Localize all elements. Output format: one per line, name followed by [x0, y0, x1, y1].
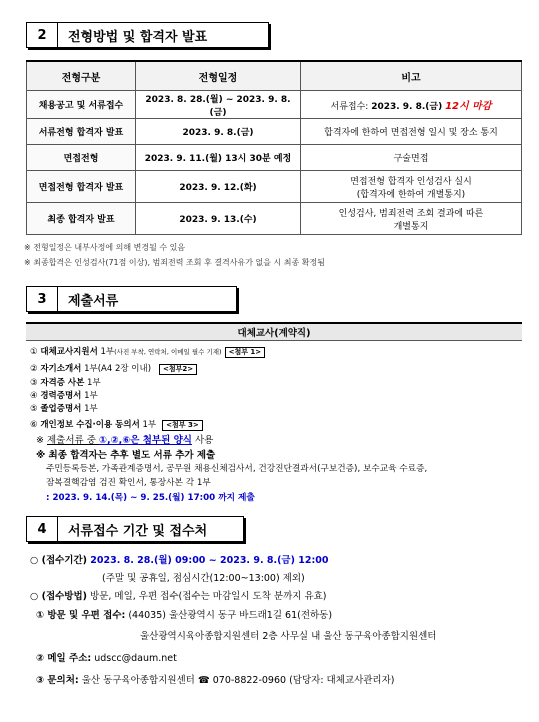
- doc-name: 개인정보 수집·이용 동의서: [40, 420, 140, 430]
- apply-mail-label: ② 메일 주소:: [36, 653, 92, 664]
- docs-note-tail: 사용: [191, 435, 214, 446]
- doc-name: 자기소개서: [40, 364, 82, 374]
- footnote: ※ 전형일정은 내부사정에 의해 변경될 수 있음: [24, 243, 186, 252]
- date-cell: 2023. 9. 11.(월) 13시 30분 예정: [136, 145, 301, 171]
- final-docs-line: 잠복결핵감염 검진 확인서, 통장사본 각 1부: [46, 478, 211, 488]
- apply-method: [30, 588, 327, 602]
- section-title: 제출서류: [58, 286, 237, 312]
- subsection-header: 대체교사(계약직): [26, 322, 522, 341]
- stage-cell: 면접전형 합격자 발표: [27, 171, 136, 203]
- doc-mark: ②: [30, 364, 38, 374]
- doc-rest: 1부: [139, 420, 157, 430]
- table-row: [27, 91, 522, 119]
- doc-item: [30, 402, 98, 414]
- final-docs-line: 주민등록등본, 가족관계증명서, 공무원 채용신체검사서, 건강진단결과서(구보건증), 보수교육 수료증,: [46, 464, 428, 474]
- apply-mail-value[interactable]: udscc@daum.net: [91, 653, 177, 664]
- schedule-table: [26, 60, 522, 235]
- doc-mark: ⑤: [30, 404, 38, 414]
- apply-visit-value: (44035) 울산광역시 동구 바드래1길 61(전하동): [125, 610, 333, 621]
- apply-period-sub: (주말 및 공휴일, 점심시간(12:00~13:00) 제외): [102, 573, 305, 584]
- date-cell: 2023. 9. 13.(수): [136, 203, 301, 235]
- note-line: (합격자에 한하여 개별통지): [356, 189, 466, 200]
- section-3-header: [26, 286, 237, 312]
- deadline-text: 12시 마감: [445, 101, 492, 112]
- note-cell: 합격자에 한하여 면접전형 일시 및 장소 통지: [301, 119, 522, 145]
- section-number: 3: [26, 286, 58, 312]
- doc-item: [30, 362, 197, 375]
- doc-mark: ①: [30, 347, 38, 357]
- final-deadline: : 2023. 9. 14.(목) ~ 9. 25.(월) 17:00 까지 제출: [46, 493, 255, 503]
- note-line: 개별통지: [393, 221, 429, 232]
- apply-period-value: 2023. 8. 28.(월) 09:00 ~ 2023. 9. 8.(금) 12:00: [90, 555, 329, 566]
- note-line: 인성검사, 범죄전력 조회 결과에 따른: [338, 208, 484, 219]
- date-cell: 2023. 8. 28.(월) ~ 2023. 9. 8.(금): [136, 91, 301, 119]
- doc-item: [30, 345, 265, 358]
- apply-contact-label: ③ 문의처:: [36, 675, 79, 686]
- date-cell: 2023. 9. 8.(금): [136, 119, 301, 145]
- attachment-tag: <첨부2>: [159, 364, 197, 375]
- table-header: 전형구분: [27, 61, 136, 91]
- apply-method-label: ○ (접수방법): [30, 591, 87, 602]
- footnote: ※ 최종합격은 인성검사(71점 이상), 범죄전력 조회 후 결격사유가 없을 시 최종 확정됨: [24, 258, 325, 267]
- doc-rest: 1부(A4 2장 이내): [81, 364, 152, 374]
- doc-small: (사진 부착, 연락처, 이메일 필수 기재): [114, 348, 222, 356]
- doc-mark: ⑥: [30, 420, 38, 430]
- note-line: 면접전형 합격자 인성검사 실시: [350, 176, 472, 187]
- table-header-row: [27, 61, 522, 91]
- stage-cell: 채용공고 및 서류접수: [27, 91, 136, 119]
- note-cell: [301, 171, 522, 203]
- section-4-header: [26, 516, 244, 542]
- table-header: 비고: [301, 61, 522, 91]
- section-2-header: [26, 22, 269, 48]
- section-title: 전형방법 및 합격자 발표: [58, 22, 269, 48]
- stage-cell: 최종 합격자 발표: [27, 203, 136, 235]
- apply-mail: [36, 650, 177, 664]
- note-cell: 구술면접: [301, 145, 522, 171]
- doc-rest: 1부: [81, 404, 98, 414]
- doc-name: 대체교사지원서: [40, 347, 98, 357]
- docs-note: [36, 432, 213, 446]
- doc-rest: 1부: [84, 378, 101, 388]
- doc-item: [30, 418, 203, 431]
- table-header: 전형일정: [136, 61, 301, 91]
- doc-mark: ④: [30, 391, 38, 401]
- docs-note-text: 제출서류 중: [46, 435, 99, 446]
- doc-name: 경력증명서: [40, 391, 82, 401]
- note-text: 서류접수:: [330, 102, 372, 112]
- section-number: 2: [26, 22, 58, 48]
- note-date: 2023. 9. 8.(금): [371, 102, 443, 112]
- note-cell: [301, 91, 522, 119]
- apply-contact: [36, 672, 395, 686]
- doc-rest: 1부: [81, 391, 98, 401]
- apply-visit-value2: 울산광역시육아종합지원센터 2층 사무실 내 울산 동구육아종합지원센터: [140, 631, 437, 642]
- doc-mark: ③: [30, 378, 38, 388]
- table-row: [27, 171, 522, 203]
- note-cell: [301, 203, 522, 235]
- docs-note-mark: ※: [36, 435, 47, 446]
- stage-cell: 서류전형 합격자 발표: [27, 119, 136, 145]
- apply-period: [30, 552, 329, 566]
- table-row: [27, 145, 522, 171]
- doc-name: 졸업증명서: [40, 404, 82, 414]
- stage-cell: 면접전형: [27, 145, 136, 171]
- section-number: 4: [26, 516, 58, 542]
- table-row: [27, 203, 522, 235]
- doc-rest: 1부: [97, 347, 115, 357]
- apply-visit-label: ① 방문 및 우편 접수:: [36, 610, 126, 621]
- apply-visit: [36, 607, 332, 621]
- doc-name: 자격증 사본: [40, 378, 85, 388]
- doc-item: [30, 389, 98, 401]
- docs-note-forms: ①,②,⑥은 첨부된 양식: [98, 435, 192, 446]
- table-row: [27, 119, 522, 145]
- section-title: 서류접수 기간 및 접수처: [58, 516, 244, 542]
- attachment-tag: <첨부 1>: [225, 347, 266, 358]
- apply-period-label: ○ (접수기간): [30, 555, 91, 566]
- date-cell: 2023. 9. 12.(화): [136, 171, 301, 203]
- final-title: ※ 최종 합격자는 추후 별도 서류 추가 제출: [36, 450, 216, 461]
- apply-method-value: 방문, 메일, 우편 접수(접수는 마감일시 도착 분까지 유효): [87, 591, 327, 602]
- attachment-tag: <첨부 3>: [162, 420, 203, 431]
- apply-contact-value: 울산 동구육아종합지원센터 ☎ 070-8822-0960 (담당자: 대체교사관리자): [78, 675, 395, 686]
- doc-item: [30, 376, 101, 388]
